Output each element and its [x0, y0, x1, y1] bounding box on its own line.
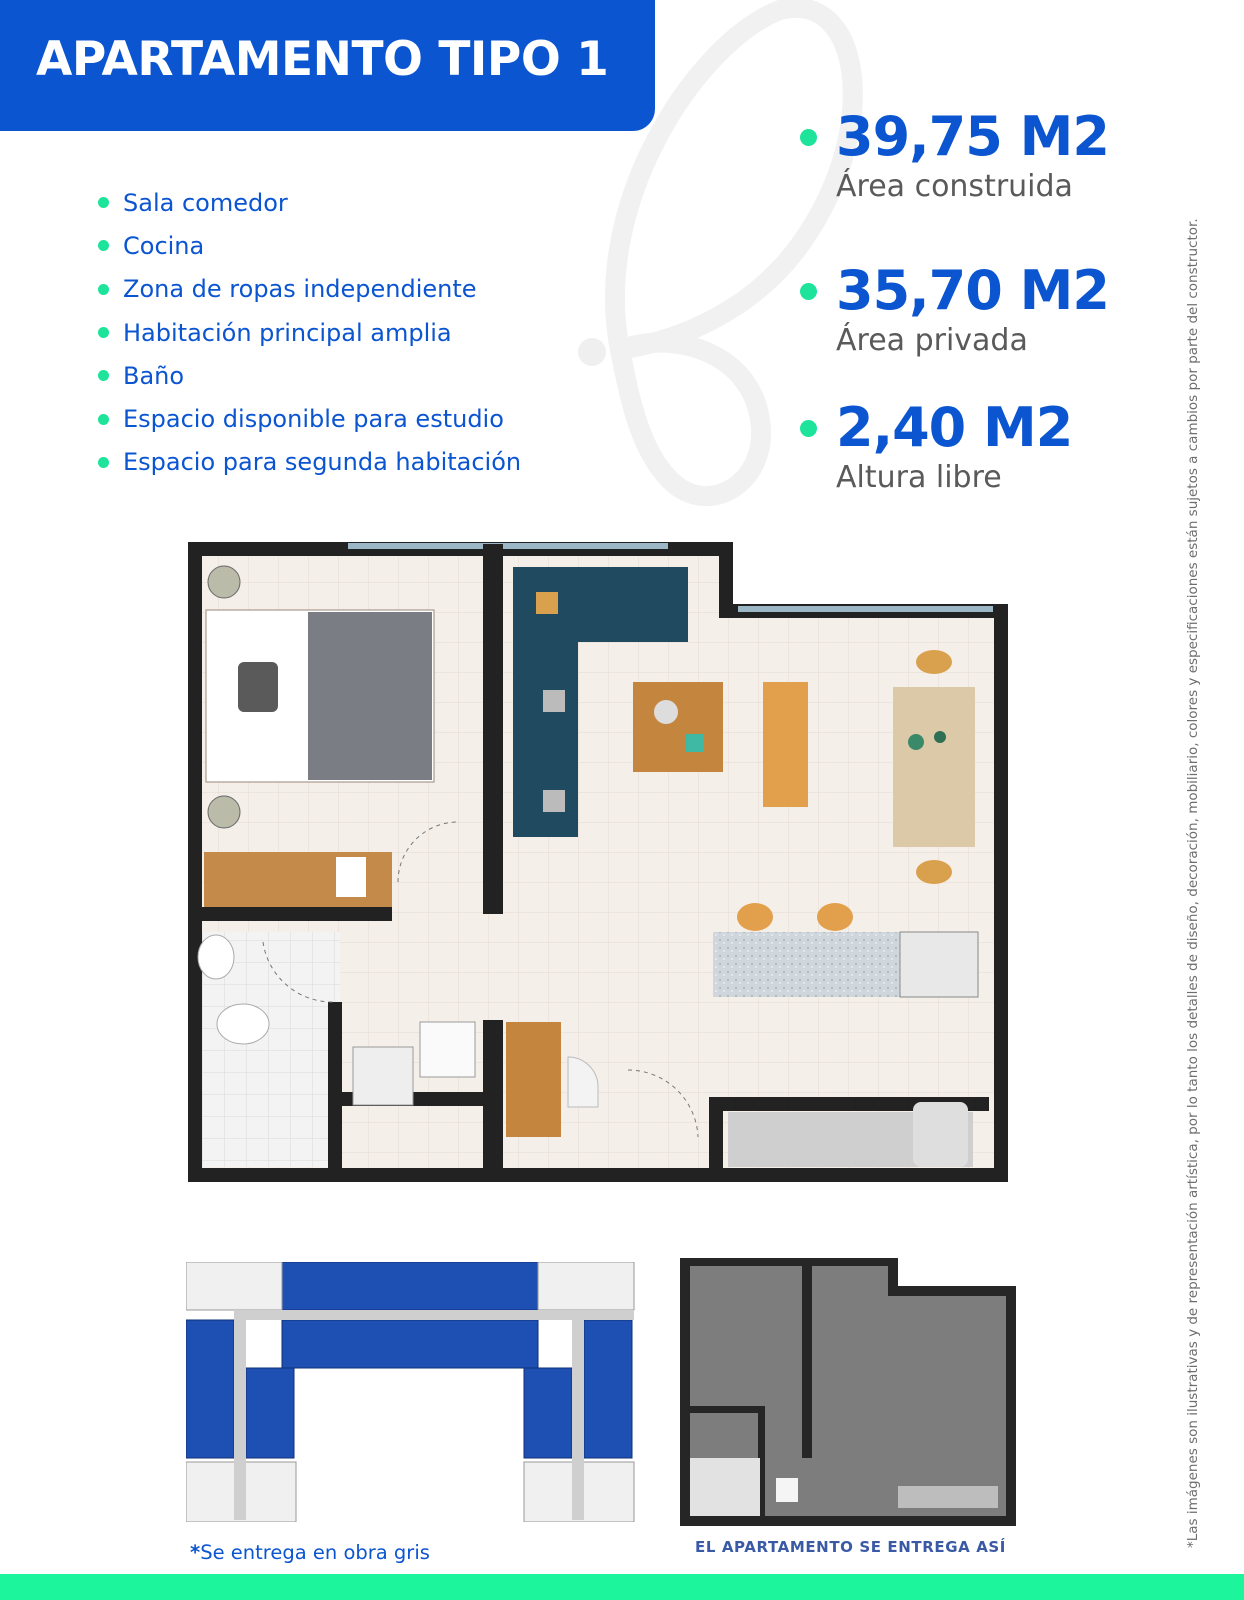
features-list: [98, 181, 521, 484]
area-value: 35,70 M2: [836, 259, 1109, 322]
note-obra-gris: *Se entrega en obra gris: [190, 1541, 430, 1564]
page-title: APARTAMENTO TIPO 1: [36, 32, 609, 87]
area-label: Área construida: [836, 169, 1073, 204]
bottom-accent-bar: [0, 1574, 1244, 1600]
note-entrega: EL APARTAMENTO SE ENTREGA ASÍ: [695, 1538, 1006, 1556]
feature-item: Baño: [98, 354, 521, 397]
bullet-icon: [98, 197, 109, 208]
area-value: 2,40 M2: [836, 396, 1073, 459]
area-label: Área privada: [836, 323, 1028, 358]
feature-item: Espacio para segunda habitación: [98, 441, 521, 484]
area-label: Altura libre: [836, 460, 1002, 495]
gray-plan: [680, 1258, 1016, 1526]
floor-plan: [158, 522, 1018, 1227]
bullet-icon: [98, 414, 109, 425]
area-private: [800, 260, 1109, 360]
area-value: 39,75 M2: [836, 105, 1109, 168]
feature-item: Cocina: [98, 224, 521, 267]
area-built: [800, 106, 1109, 206]
bullet-icon: [800, 283, 817, 300]
bullet-icon: [98, 370, 109, 381]
bullet-icon: [800, 129, 817, 146]
feature-item: Sala comedor: [98, 181, 521, 224]
bullet-icon: [98, 284, 109, 295]
bullet-icon: [800, 420, 817, 437]
feature-item: Espacio disponible para estudio: [98, 397, 521, 440]
bullet-icon: [98, 457, 109, 468]
title-banner: [0, 0, 655, 131]
disclaimer: *Las imágenes son ilustrativas y de representación artística, por lo tanto los detalles de diseño, decoración, mobiliario, colores y especificaciones están sujetos a cambios por parte del constructor.: [1185, 218, 1201, 1548]
area-height: [800, 397, 1072, 497]
bullet-icon: [98, 240, 109, 251]
site-plan: [186, 1262, 649, 1522]
bullet-icon: [98, 327, 109, 338]
feature-item: Zona de ropas independiente: [98, 268, 521, 311]
feature-item: Habitación principal amplia: [98, 311, 521, 354]
